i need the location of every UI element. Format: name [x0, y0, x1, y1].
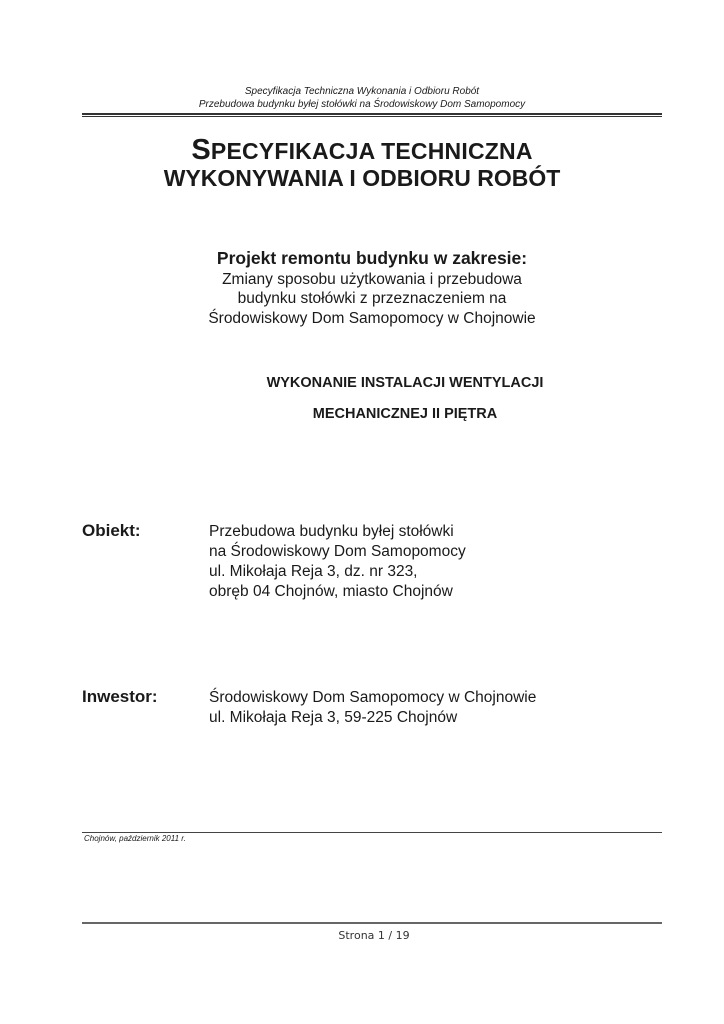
- scope-title-line2: MECHANICZNEJ II PIĘTRA: [312, 406, 498, 422]
- investor-line: Środowiskowy Dom Samopomocy w Chojnowie: [209, 689, 537, 706]
- document-title-line2: WYKONYWANIA I ODBIORU ROBÓT: [163, 165, 561, 191]
- investor-details: [209, 688, 536, 728]
- place-date: Chojnów, październik 2011 r.: [84, 834, 186, 843]
- scope-title-line1: WYKONANIE INSTALACJI WENTYLACJI: [266, 375, 544, 391]
- document-title-line1: [0, 134, 724, 167]
- object-details: [209, 522, 466, 602]
- object-label: Obiekt:: [82, 521, 141, 540]
- object-line: Przebudowa budynku byłej stołówki: [209, 523, 454, 540]
- object-line: ul. Mikołaja Reja 3, dz. nr 323,: [209, 563, 418, 580]
- investor-label: Inwestor:: [82, 687, 158, 706]
- project-description-line: Zmiany sposobu użytkowania i przebudowa: [222, 271, 522, 288]
- object-line: obręb 04 Chojnów, miasto Chojnów: [209, 583, 453, 600]
- running-header-title: Specyfikacja Techniczna Wykonania i Odbioru Robót: [244, 86, 480, 97]
- object-line: na Środowiskowy Dom Samopomocy: [209, 543, 466, 560]
- page-number: Strona 1 / 19: [338, 929, 410, 942]
- running-header-subtitle: Przebudowa budynku byłej stołówki na Środowiskowy Dom Samopomocy: [198, 99, 526, 110]
- header-divider-thin: [82, 116, 662, 117]
- project-description-line: Środowiskowy Dom Samopomocy w Chojnowie: [208, 310, 536, 327]
- investor-line: ul. Mikołaja Reja 3, 59-225 Chojnów: [209, 709, 458, 726]
- title-initial: S: [191, 134, 211, 166]
- date-divider: [82, 832, 662, 833]
- header-divider: [82, 113, 662, 115]
- footer-divider: [82, 922, 662, 924]
- project-heading: Projekt remontu budynku w zakresie:: [216, 248, 528, 268]
- title-line1-rest: PECYFIKACJA TECHNICZNA: [210, 138, 533, 164]
- project-description-line: budynku stołówki z przeznaczeniem na: [237, 290, 507, 307]
